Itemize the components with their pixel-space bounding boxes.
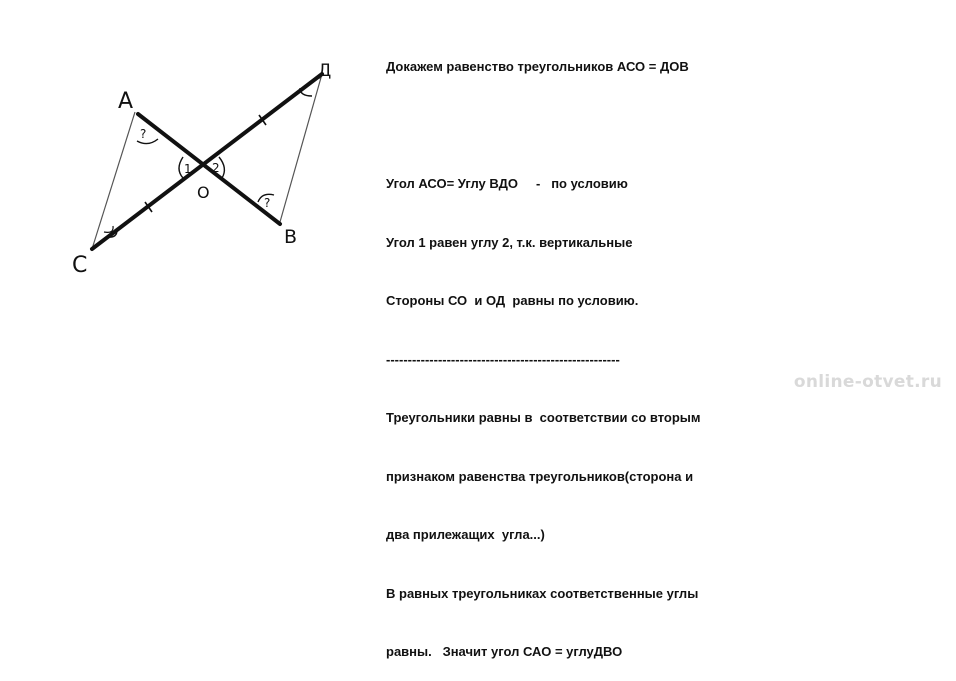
- proof-line: два прилежащих угла...): [386, 527, 545, 542]
- point-label-A: A: [118, 89, 134, 114]
- site-watermark: online-otvet.ru: [793, 372, 942, 392]
- proof-title: Докажем равенство треугольников АСО = ДОВ: [386, 59, 689, 74]
- angle-label-A-mark: ?: [140, 127, 147, 141]
- proof-line: Треугольники равны в соответствии со вторым: [386, 410, 701, 425]
- point-label-O: O: [197, 183, 210, 202]
- point-label-C: C: [72, 253, 88, 278]
- point-label-D: Д: [318, 61, 332, 81]
- proof-line: В равных треугольниках соответственные углы: [386, 585, 699, 601]
- segment-DB: [280, 74, 322, 222]
- proof-line: Угол 1 равен углу 2, т.к. вертикальные: [386, 234, 633, 250]
- angle-arc-1: [179, 157, 183, 178]
- angle-label-2: 2: [212, 161, 220, 175]
- angle-arc-C-inner: [104, 226, 113, 232]
- angle-label-B-mark: ?: [264, 196, 271, 210]
- proof-line: Угол АСО= Углу ВДО - по условию: [386, 176, 628, 191]
- point-label-B: B: [284, 226, 298, 248]
- triangles-figure: [0, 0, 380, 300]
- proof-line: [386, 116, 856, 136]
- segment-AB: [138, 114, 280, 224]
- angle-label-1: 1: [184, 162, 192, 176]
- proof-line: признаком равенства треугольников(сторона и: [386, 468, 694, 484]
- separator-line: ------------------------------------------------------: [386, 351, 620, 367]
- proof-line: Стороны СО и ОД равны по условию.: [386, 293, 639, 308]
- proof-text: [386, 18, 856, 681]
- proof-line: равны. Значит угол САО = углуДВО: [386, 644, 623, 659]
